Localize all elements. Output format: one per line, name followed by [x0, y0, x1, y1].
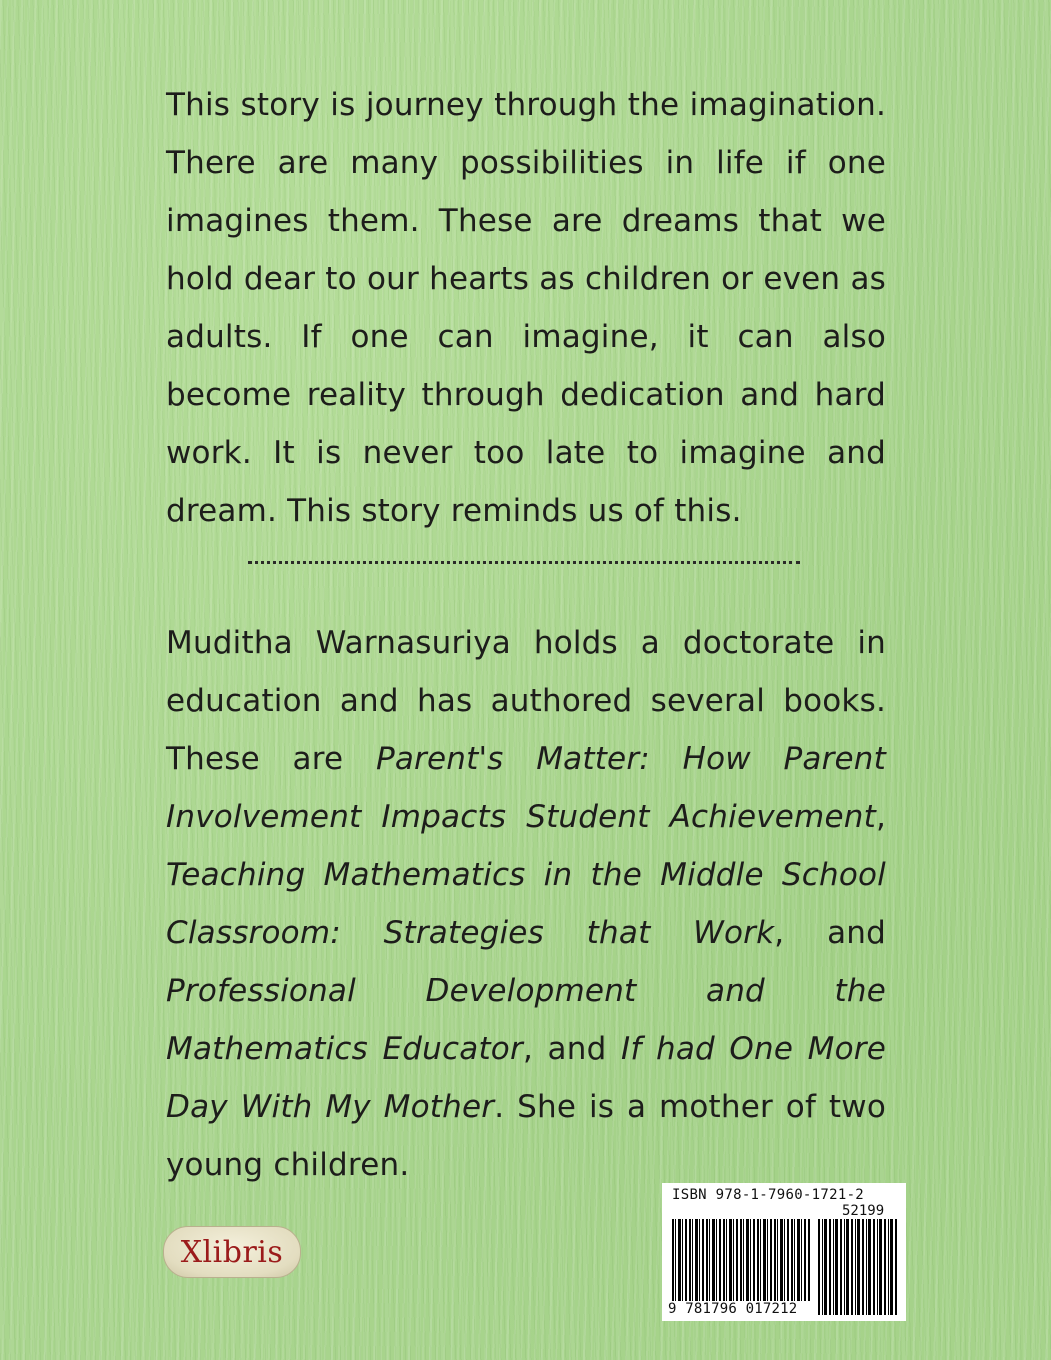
publisher-name: Xlibris: [180, 1234, 284, 1270]
bio-separator: ,: [875, 799, 886, 835]
blurb-paragraph: This story is journey through the imagination. There are many possibilities in life if one imagines them. These are dreams that we hold dear to our hearts as children or even as adults. If one can imagine, it can also become reality through dedication and hard work. It is never too late to imagine and dream. This story reminds us of this.: [166, 87, 886, 529]
bio-separator: , and: [774, 915, 886, 951]
author-bio: [166, 614, 886, 1194]
barcode-number: 9 781796 017212: [668, 1301, 798, 1317]
back-cover-blurb: [166, 76, 886, 540]
price-barcode: [818, 1219, 898, 1315]
publisher-logo: [163, 1226, 301, 1278]
book-title-teaching-mathematics: Teaching Mathematics in the Middle School Classroom: Strategies that Work: [166, 857, 886, 951]
book-title-parents-matter: Parent's Matter: How Parent Involvement Impacts Student Achievement: [166, 741, 886, 835]
bio-outro: . She is a mother of two young children.: [166, 1089, 886, 1183]
price-code: 52199: [842, 1203, 885, 1219]
isbn-barcode: [672, 1219, 810, 1301]
bio-separator: , and: [522, 1031, 621, 1067]
bio-paragraph: [166, 614, 886, 1194]
isbn-label: ISBN 978-1-7960-1721-2: [672, 1187, 865, 1203]
book-title-professional-development: Professional Development and the Mathematics Educator: [166, 973, 886, 1067]
bio-intro: Muditha Warnasuriya holds a doctorate in education and has authored several books. These are: [166, 625, 886, 777]
book-title-one-more-day: If had One More Day With My Mother: [166, 1031, 887, 1125]
dotted-divider: [248, 561, 800, 564]
